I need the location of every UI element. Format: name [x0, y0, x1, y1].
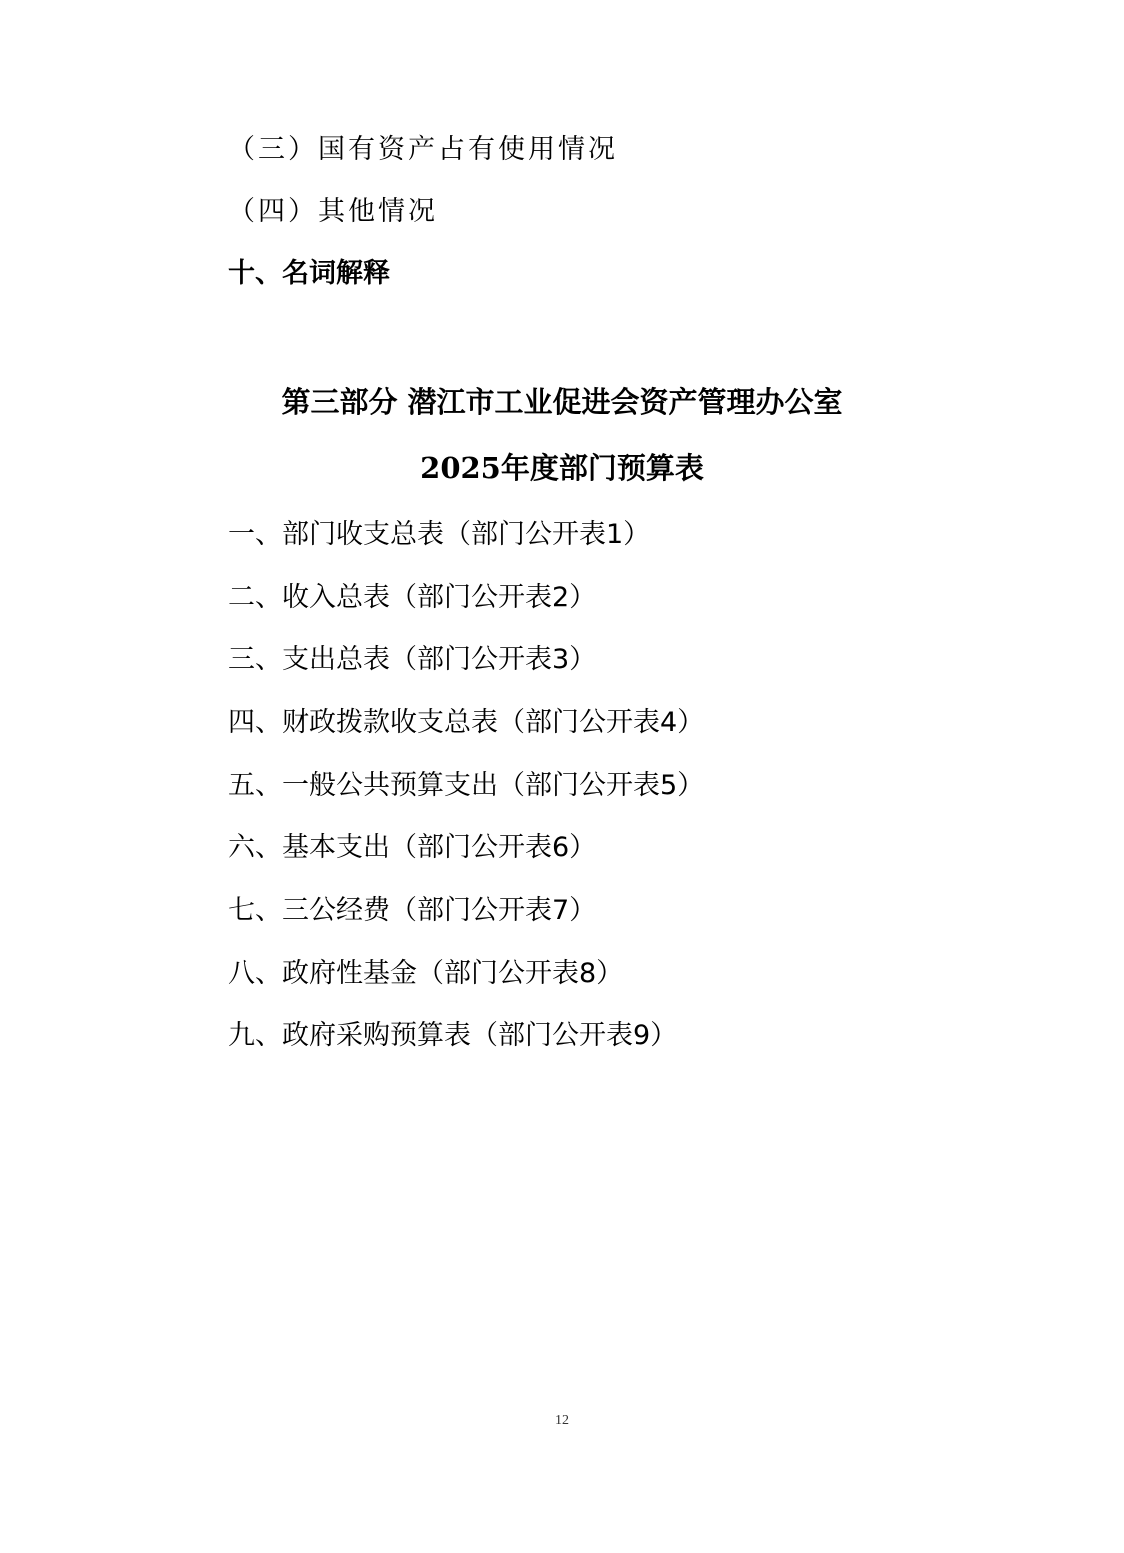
table-item-3: 三、支出总表（部门公开表3） [228, 644, 597, 675]
table-item-1: 一、部门收支总表（部门公开表1） [228, 519, 651, 550]
part-title-line1: 第三部分 潜江市工业促进会资产管理办公室 [281, 385, 843, 419]
table-item-5: 五、一般公共预算支出（部门公开表5） [228, 770, 705, 801]
page-number: 12 [555, 1413, 569, 1428]
section-state-assets: （三）国有资产占有使用情况 [228, 134, 618, 165]
table-item-6: 六、基本支出（部门公开表6） [228, 832, 597, 863]
section-glossary: 十、名词解释 [228, 258, 390, 289]
section-other-info: （四）其他情况 [228, 196, 438, 227]
part-title-line2: 2025年度部门预算表 [420, 451, 704, 485]
table-item-9: 九、政府采购预算表（部门公开表9） [228, 1020, 678, 1051]
table-item-4: 四、财政拨款收支总表（部门公开表4） [228, 707, 705, 738]
table-item-7: 七、三公经费（部门公开表7） [228, 895, 597, 926]
table-item-2: 二、收入总表（部门公开表2） [228, 582, 597, 613]
table-item-8: 八、政府性基金（部门公开表8） [228, 958, 624, 989]
